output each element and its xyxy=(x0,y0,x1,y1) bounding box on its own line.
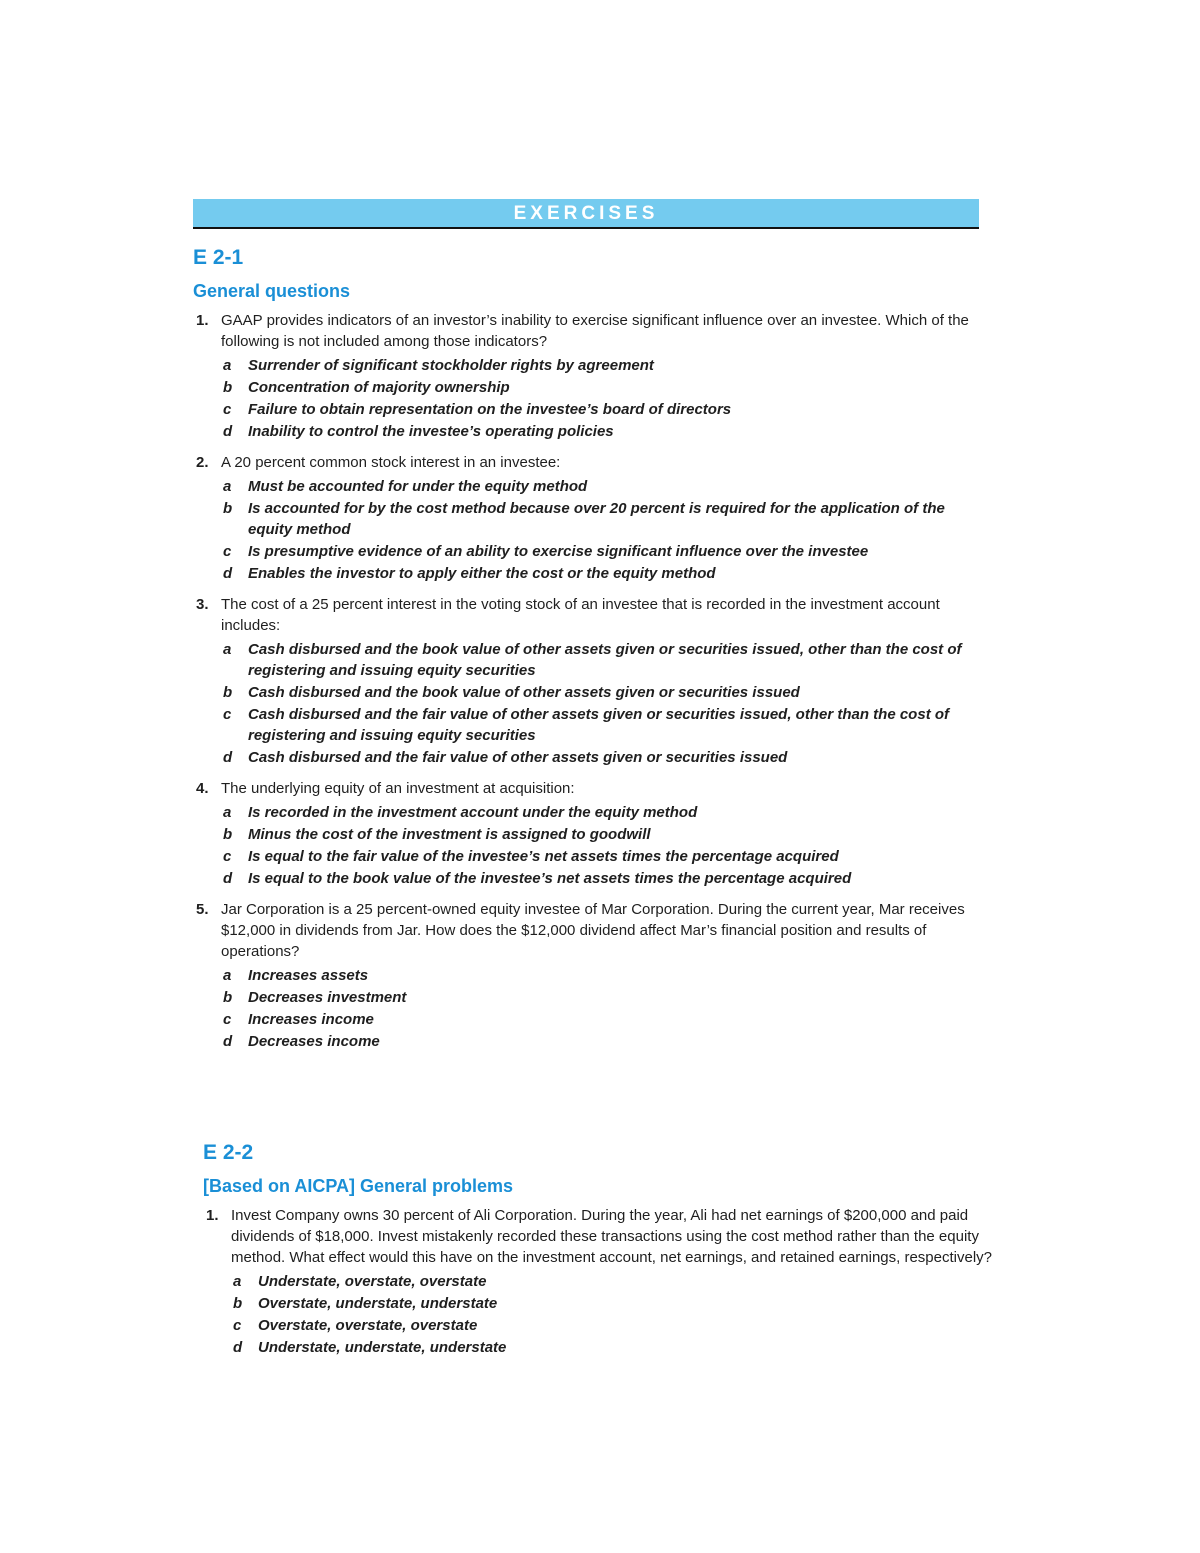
question-number: 4. xyxy=(196,780,209,797)
option-letter: c xyxy=(223,543,232,560)
option-text: Increases assets xyxy=(248,967,369,984)
option-c xyxy=(221,1009,983,1030)
question-number: 5. xyxy=(196,901,209,918)
option-letter: b xyxy=(223,500,233,517)
option-b xyxy=(221,377,983,398)
option-list xyxy=(221,639,983,768)
option-d xyxy=(221,421,983,442)
option-text: Concentration of majority ownership xyxy=(248,379,510,396)
option-text: Increases income xyxy=(248,1011,374,1028)
question-4 xyxy=(193,778,983,889)
exercises-banner: EXERCISES xyxy=(193,199,979,229)
option-text: Must be accounted for under the equity method xyxy=(248,478,588,495)
option-text: Cash disbursed and the fair value of other assets given or securities issued xyxy=(248,749,788,766)
option-letter: a xyxy=(223,357,232,374)
option-c xyxy=(221,704,983,746)
question-3 xyxy=(193,594,983,768)
section-e2-1 xyxy=(193,245,983,1062)
option-text: Inability to control the investee’s operating policies xyxy=(248,423,614,440)
section-title: General questions xyxy=(193,281,351,301)
option-d xyxy=(221,747,983,768)
option-list xyxy=(221,802,983,889)
option-list xyxy=(221,476,983,584)
option-a xyxy=(221,639,983,681)
option-letter: b xyxy=(223,684,233,701)
option-c xyxy=(221,541,983,562)
option-letter: c xyxy=(223,848,232,865)
option-b xyxy=(221,498,983,540)
option-c xyxy=(221,846,983,867)
option-b xyxy=(221,824,983,845)
option-text: Cash disbursed and the book value of other assets given or securities issued xyxy=(248,684,800,701)
option-letter: a xyxy=(223,641,232,658)
section-title: [Based on AICPA] General problems xyxy=(203,1176,514,1196)
option-text: Minus the cost of the investment is assigned to goodwill xyxy=(248,826,651,843)
question-1 xyxy=(193,310,983,442)
question-text: Jar Corporation is a 25 percent-owned equity investee of Mar Corporation. During the current year, Mar receives $12,000 in dividends from Jar. How does the $12,000 dividend affect Mar’s financial position and results of operations? xyxy=(221,901,965,960)
option-letter: d xyxy=(223,1033,233,1050)
option-list xyxy=(231,1271,993,1358)
option-letter: a xyxy=(223,967,232,984)
section-id: E 2-2 xyxy=(203,1141,254,1164)
option-b xyxy=(221,682,983,703)
question-number: 3. xyxy=(196,596,209,613)
option-a xyxy=(231,1271,993,1292)
option-text: Cash disbursed and the book value of other assets given or securities issued, other than the cost of registering and issuing equity securities xyxy=(248,641,962,679)
option-b xyxy=(221,987,983,1008)
option-letter: d xyxy=(223,749,233,766)
option-c xyxy=(231,1315,993,1336)
question-text: The underlying equity of an investment at acquisition: xyxy=(221,780,575,797)
option-letter: d xyxy=(223,565,233,582)
option-text: Surrender of significant stockholder rights by agreement xyxy=(248,357,654,374)
section-e2-2 xyxy=(203,1140,993,1368)
option-letter: c xyxy=(223,401,232,418)
option-letter: d xyxy=(223,870,233,887)
option-text: Decreases income xyxy=(248,1033,380,1050)
option-letter: a xyxy=(223,804,232,821)
question-5 xyxy=(193,899,983,1052)
option-text: Is equal to the fair value of the investee’s net assets times the percentage acquired xyxy=(248,848,839,865)
option-a xyxy=(221,802,983,823)
option-a xyxy=(221,476,983,497)
option-d xyxy=(221,868,983,889)
option-a xyxy=(221,355,983,376)
question-number: 1. xyxy=(206,1207,219,1224)
option-letter: b xyxy=(223,826,233,843)
section-id: E 2-1 xyxy=(193,246,244,269)
option-text: Overstate, overstate, overstate xyxy=(258,1317,478,1334)
option-letter: b xyxy=(223,379,233,396)
option-text: Is recorded in the investment account under the equity method xyxy=(248,804,698,821)
option-list xyxy=(221,355,983,442)
option-b xyxy=(231,1293,993,1314)
option-text: Overstate, understate, understate xyxy=(258,1295,498,1312)
option-letter: c xyxy=(223,1011,232,1028)
option-text: Understate, understate, understate xyxy=(258,1339,507,1356)
option-text: Cash disbursed and the fair value of other assets given or securities issued, other than the cost of registering and issuing equity securities xyxy=(248,706,950,744)
option-text: Enables the investor to apply either the cost or the equity method xyxy=(248,565,716,582)
option-letter: d xyxy=(223,423,233,440)
question-text: Invest Company owns 30 percent of Ali Corporation. During the year, Ali had net earnings of $200,000 and paid dividends of $18,000. Invest mistakenly recorded these transactions using the cost method rather than the equity method. What effect would this have on the investment account, net earnings, and retained earnings, respectively? xyxy=(231,1207,993,1266)
option-a xyxy=(221,965,983,986)
option-letter: c xyxy=(223,706,232,723)
option-text: Failure to obtain representation on the investee’s board of directors xyxy=(248,401,732,418)
option-d xyxy=(221,1031,983,1052)
option-c xyxy=(221,399,983,420)
option-letter: d xyxy=(233,1339,243,1356)
option-text: Is presumptive evidence of an ability to exercise significant influence over the investee xyxy=(248,543,869,560)
option-letter: c xyxy=(233,1317,242,1334)
option-list xyxy=(221,965,983,1052)
option-letter: b xyxy=(223,989,233,1006)
question-number: 1. xyxy=(196,312,209,329)
question-2 xyxy=(193,452,983,584)
question-text: A 20 percent common stock interest in an investee: xyxy=(221,454,561,471)
option-letter: b xyxy=(233,1295,243,1312)
option-text: Is equal to the book value of the investee’s net assets times the percentage acquired xyxy=(248,870,852,887)
option-letter: a xyxy=(223,478,232,495)
question-1 xyxy=(203,1205,993,1358)
question-text: The cost of a 25 percent interest in the voting stock of an investee that is recorded in the investment account includes: xyxy=(221,596,940,634)
question-text: GAAP provides indicators of an investor’s inability to exercise significant influence over an investee. Which of the following is not included among those indicators? xyxy=(221,312,969,350)
option-text: Decreases investment xyxy=(248,989,407,1006)
option-d xyxy=(221,563,983,584)
option-d xyxy=(231,1337,993,1358)
option-text: Understate, overstate, overstate xyxy=(258,1273,487,1290)
option-letter: a xyxy=(233,1273,242,1290)
option-text: Is accounted for by the cost method because over 20 percent is required for the application of the equity method xyxy=(248,500,945,538)
question-number: 2. xyxy=(196,454,209,471)
